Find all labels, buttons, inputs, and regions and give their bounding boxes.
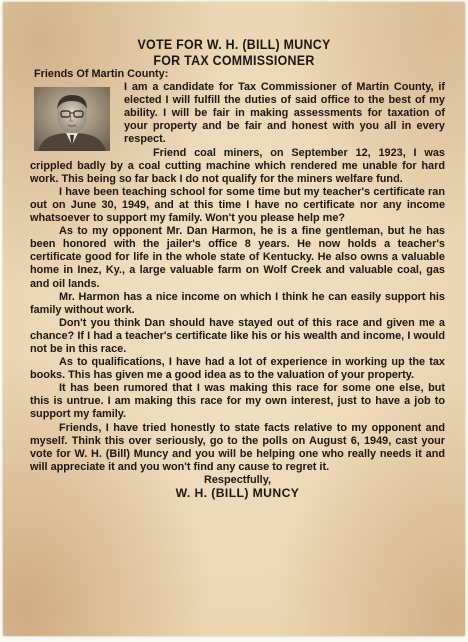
- paragraph-3: I have been teaching school for some time but my teacher's certificate ran out on June 30, 1949, and at this time I have no certificate nor any income whatsoever to support my family. Won't you please help me?: [30, 185, 445, 225]
- paragraph-1: I am a candidate for Tax Commissioner of Martin County, if elected I will fulfill the duties of said office to the best of my ability. I will be fair in making assessments for taxation of your property and be fair and honest with you all in every respect.: [124, 81, 445, 146]
- title-line-2: FOR TAX COMMISSIONER: [153, 53, 315, 68]
- signature: W. H. (BILL) MUNCY: [175, 486, 300, 500]
- paragraph-7: As to qualifications, I have had a lot of experience in working up the tax books. This has given me a good idea as to the valuation of your property.: [30, 356, 445, 382]
- paragraph-4: As to my opponent Mr. Dan Harmon, he is a fine gentleman, but he has been honored with the jailer's office 8 years. He now holds a teacher's certificate good for life in the whole state of Kentucky. He also owns a valuable home in Inez, Ky., a large valuable farm on Wolf Creek and valuable coal, gas and oil lands.: [30, 225, 445, 290]
- closing: Respectfully,: [204, 473, 271, 486]
- flyer-body: [30, 68, 445, 500]
- paragraph-2: Friend coal miners, on September 12, 1923, I was crippled badly by a coal cutting machine which rendered me unable for hard work. This being so far back I do not qualify for the miners welfare fund.: [30, 146, 445, 185]
- paragraph-6: Don't you think Dan should have stayed out of this race and given me a chance? If I had a teacher's certificate like his or his wealth and income, I would not be in this race.: [30, 316, 445, 355]
- campaign-flyer: [3, 2, 465, 636]
- portrait-image: [34, 87, 110, 151]
- paragraph-8: It has been rumored that I was making this race for some one else, but this is untrue. I am making this race for my own interest, just to have a job to support my family.: [30, 382, 445, 421]
- paragraph-9: Friends, I have tried honestly to state facts relative to my opponent and myself. Think this over seriously, go to the polls on August 6, 1949, cast your vote for W. H. (Bill) Muncy and you will be helping one who really needs it and will appreciate it and you won't find any cause to regret it.: [30, 421, 445, 473]
- candidate-portrait: [34, 87, 110, 151]
- greeting: Friends Of Martin County:: [34, 68, 169, 80]
- title-line-1: VOTE FOR W. H. (BILL) MUNCY: [137, 37, 331, 52]
- paragraph-5: Mr. Harmon has a nice income on which I think he can easily support his family without work.: [30, 290, 445, 316]
